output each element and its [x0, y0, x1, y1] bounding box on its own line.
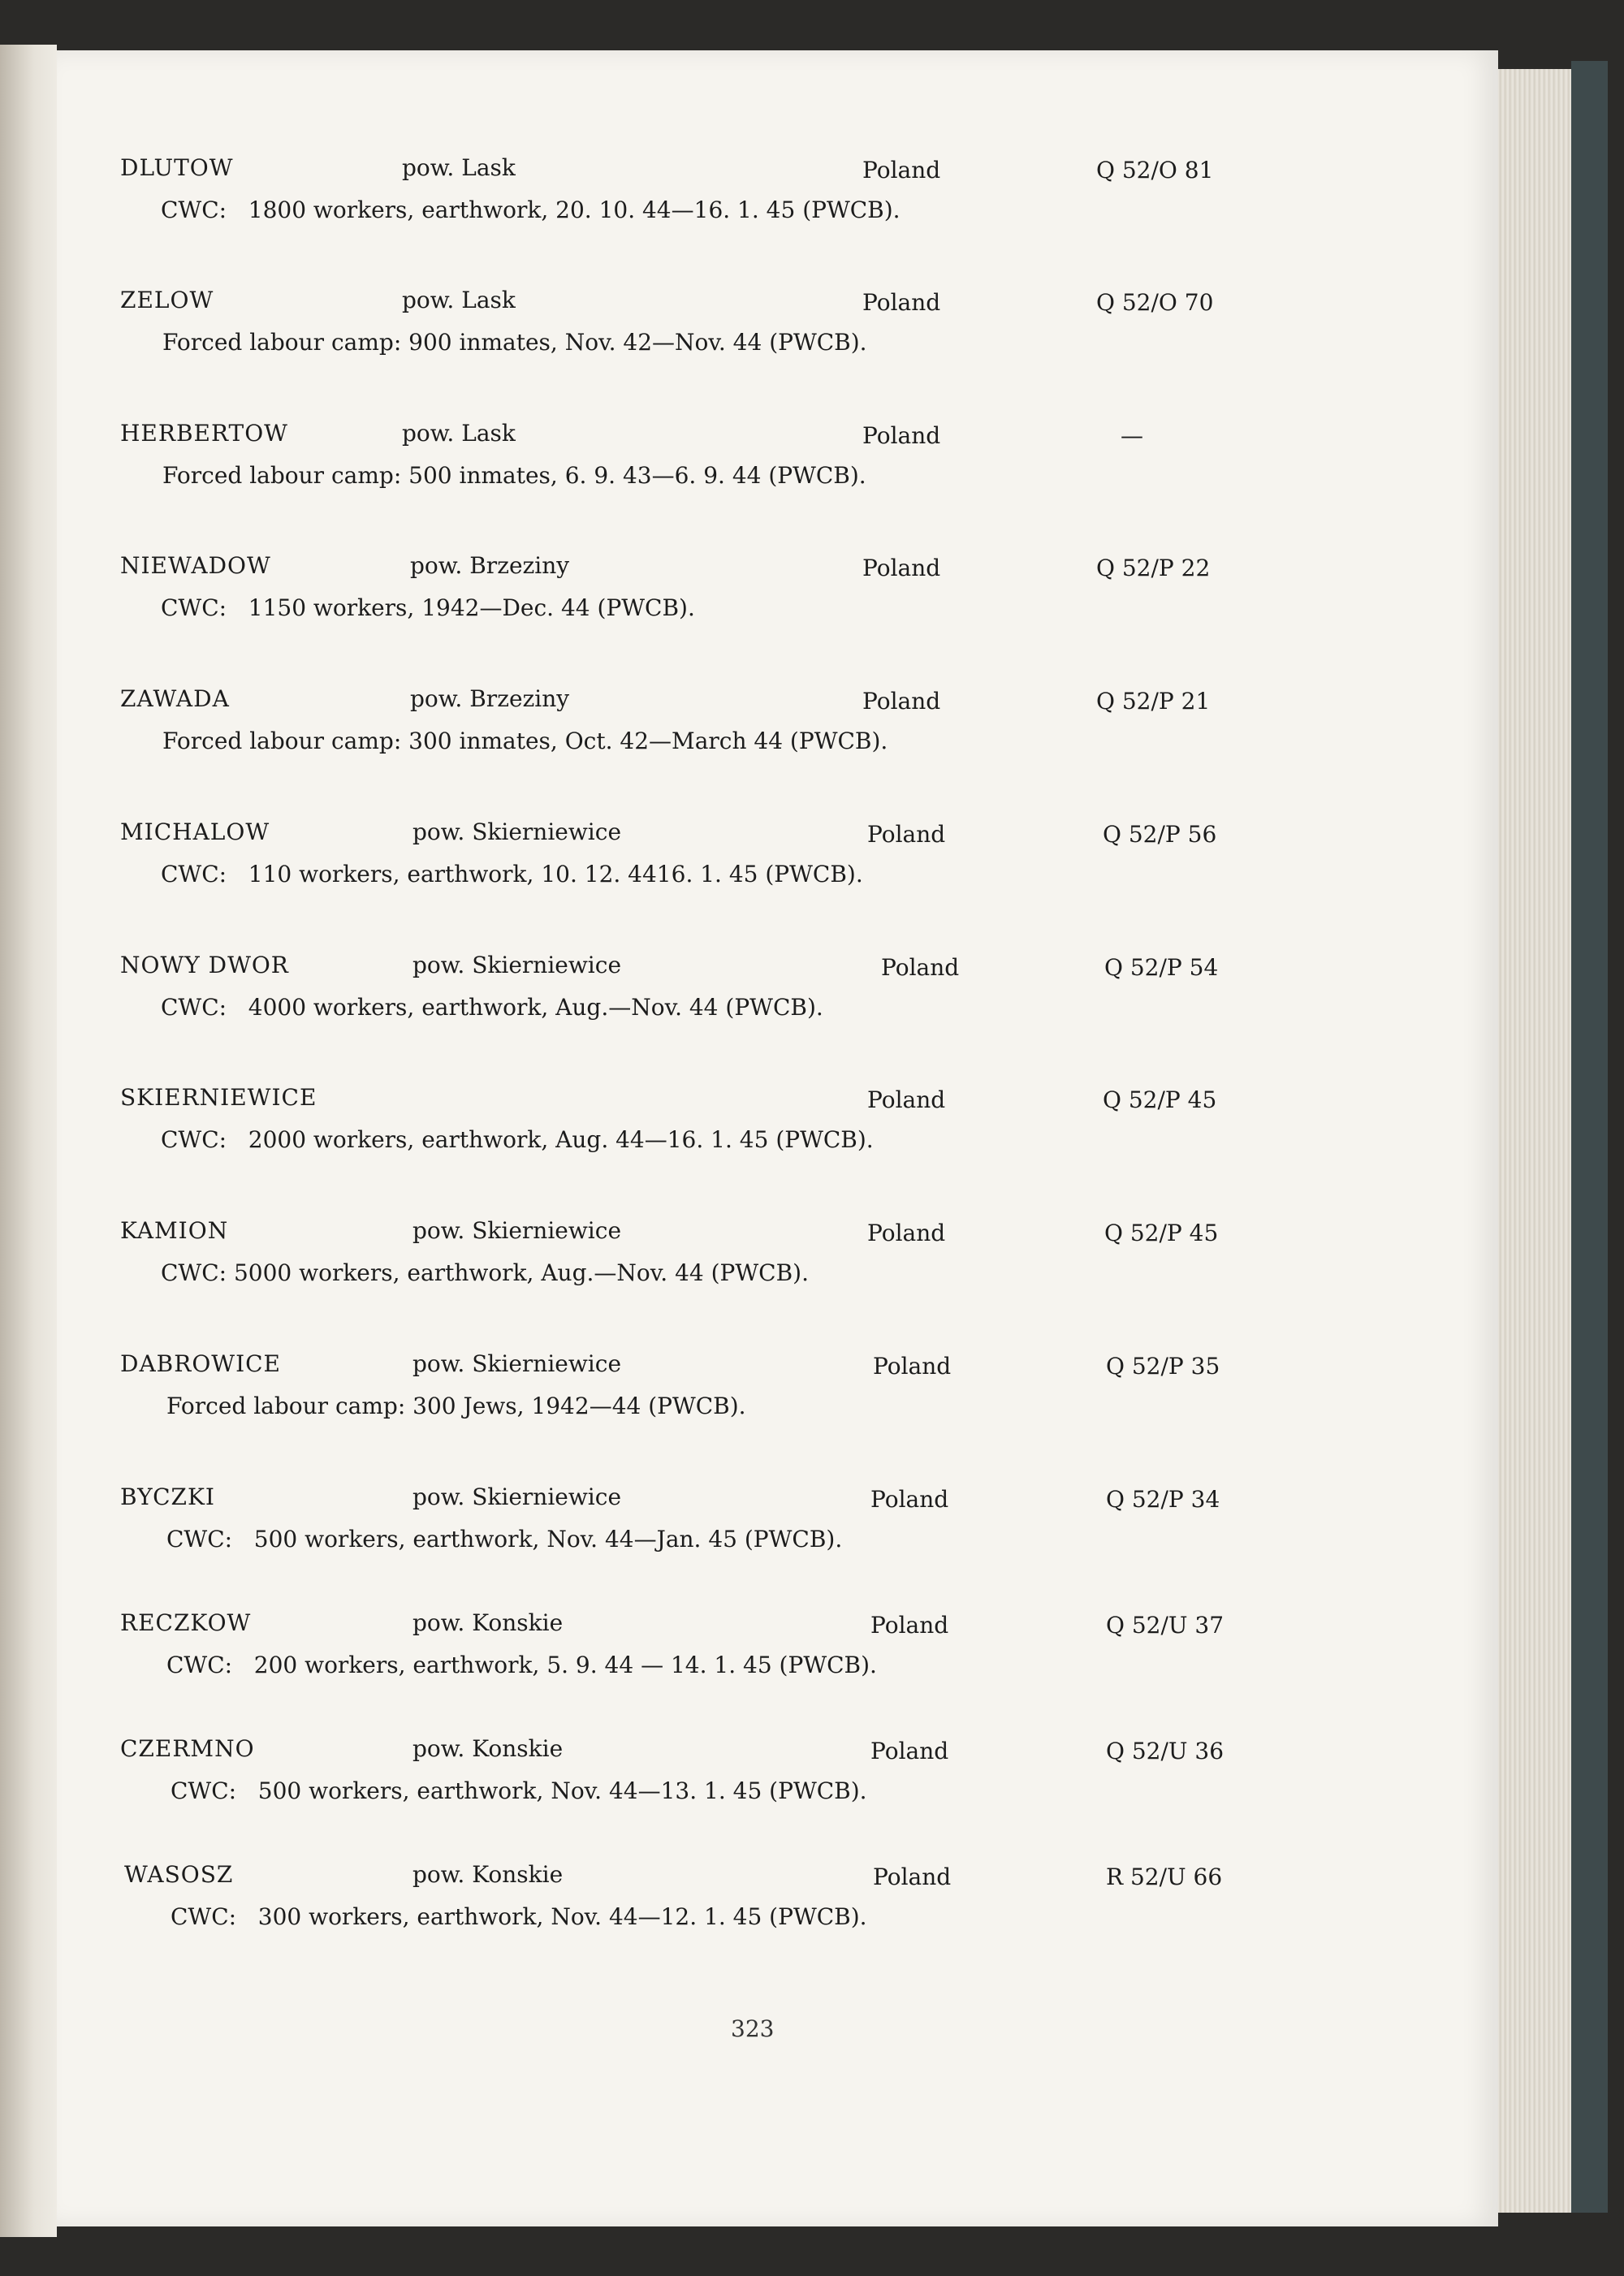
entry-map-ref: Q 52/P 56	[1103, 821, 1217, 848]
entry-map-ref: Q 52/U 37	[1106, 1612, 1224, 1639]
entry-details: 110 workers, earthwork, 10. 12. 4416. 1. 45 (PWCB).	[248, 861, 863, 888]
entry-dabrowice	[57, 1350, 1498, 1448]
entry-map-ref: Q 52/P 35	[1106, 1353, 1220, 1380]
entry-detail	[171, 1903, 867, 1930]
entry-district: pow. Skierniewice	[412, 818, 622, 845]
entry-label: CWC:	[166, 1526, 233, 1553]
entry-detail	[161, 1126, 874, 1153]
page-block-edge	[1496, 69, 1573, 2213]
entry-details: 500 workers, earthwork, Nov. 44—13. 1. 45 (PWCB).	[257, 1777, 867, 1804]
entry-details: 900 inmates, Nov. 42—Nov. 44 (PWCB).	[408, 329, 867, 356]
entry-district: pow. Skierniewice	[412, 1484, 622, 1510]
entry-place: SKIERNIEWICE	[120, 1084, 317, 1111]
entry-district: pow. Skierniewice	[412, 1350, 622, 1377]
entry-details: 4000 workers, earthwork, Aug.—Nov. 44 (PWCB).	[248, 994, 823, 1021]
entry-zawada	[57, 685, 1498, 783]
entry-country: Poland	[862, 289, 941, 316]
entry-district: pow. Brzeziny	[410, 685, 570, 712]
entry-details: 1800 workers, earthwork, 20. 10. 44—16. 1. 45 (PWCB).	[248, 197, 901, 223]
entry-country: Poland	[862, 555, 941, 581]
entry-country: Poland	[870, 1612, 949, 1639]
entry-map-ref: Q 52/P 45	[1104, 1220, 1219, 1246]
entry-place: DLUTOW	[120, 154, 234, 181]
entry-detail	[161, 994, 823, 1021]
entry-district: pow. Konskie	[412, 1609, 564, 1636]
entry-district: pow. Lask	[402, 420, 516, 447]
entry-country: Poland	[870, 1738, 949, 1764]
entry-country: Poland	[862, 422, 941, 449]
entry-detail	[161, 861, 863, 888]
entry-skierniewice	[57, 1084, 1498, 1181]
entry-country: Poland	[862, 157, 941, 184]
page-number: 323	[731, 2015, 775, 2042]
entry-district: pow. Lask	[402, 154, 516, 181]
entry-country: Poland	[870, 1486, 949, 1513]
entry-place: KAMION	[120, 1217, 229, 1244]
entry-detail	[166, 1526, 842, 1553]
entry-details: 500 workers, earthwork, Nov. 44—Jan. 45 (PWCB).	[253, 1526, 843, 1553]
entry-details: 1150 workers, 1942—Dec. 44 (PWCB).	[248, 594, 695, 621]
entry-map-ref: R 52/U 66	[1106, 1864, 1223, 1890]
entry-detail	[161, 197, 901, 223]
entry-detail	[162, 329, 867, 356]
entry-country: Poland	[881, 954, 960, 981]
entry-place: ZELOW	[120, 287, 214, 313]
entry-details: 500 inmates, 6. 9. 43—6. 9. 44 (PWCB).	[408, 462, 866, 489]
entry-czermno	[57, 1735, 1498, 1833]
entry-label: CWC:	[161, 994, 227, 1021]
entry-place: DABROWICE	[120, 1350, 281, 1377]
entry-label: CWC:	[171, 1903, 237, 1930]
entry-detail	[171, 1777, 867, 1804]
entry-map-ref: Q 52/P 34	[1106, 1486, 1220, 1513]
entry-michalow	[57, 818, 1498, 916]
entry-district: pow. Skierniewice	[412, 1217, 622, 1244]
entry-byczki	[57, 1484, 1498, 1581]
entry-map-ref: Q 52/P 54	[1104, 954, 1219, 981]
entry-place: ZAWADA	[120, 685, 230, 712]
entry-country: Poland	[873, 1864, 952, 1890]
entry-detail	[161, 1259, 809, 1286]
entry-label: CWC:	[171, 1777, 237, 1804]
entry-label: CWC:	[166, 1652, 233, 1678]
entry-country: Poland	[867, 1086, 946, 1113]
book-page	[57, 50, 1498, 2226]
entry-country: Poland	[867, 821, 946, 848]
entry-details: 200 workers, earthwork, 5. 9. 44 — 14. 1. 45 (PWCB).	[253, 1652, 877, 1678]
entry-place: NIEWADOW	[120, 552, 271, 579]
entry-nowy-dwor	[57, 952, 1498, 1049]
entry-map-ref: Q 52/P 22	[1096, 555, 1211, 581]
entry-place: MICHALOW	[120, 818, 270, 845]
entry-label: Forced labour camp:	[166, 1393, 406, 1419]
book-cover	[1571, 61, 1608, 2213]
entry-detail	[166, 1393, 746, 1419]
entry-dlutow	[57, 154, 1498, 252]
entry-label: CWC:	[161, 197, 227, 223]
entry-district: pow. Brzeziny	[410, 552, 570, 579]
entry-place: RECZKOW	[120, 1609, 252, 1636]
entry-details: 300 workers, earthwork, Nov. 44—12. 1. 45 (PWCB).	[257, 1903, 867, 1930]
entry-niewadow	[57, 552, 1498, 650]
entry-label: CWC:	[161, 1126, 227, 1153]
entry-reczkow	[57, 1609, 1498, 1707]
entry-details: 300 Jews, 1942—44 (PWCB).	[412, 1393, 746, 1419]
entry-details: 2000 workers, earthwork, Aug. 44—16. 1. 45 (PWCB).	[248, 1126, 874, 1153]
entry-district: pow. Skierniewice	[412, 952, 622, 978]
entry-place: HERBERTOW	[120, 420, 288, 447]
facing-page-edge	[0, 45, 57, 2237]
entry-wasosz	[57, 1861, 1498, 1959]
entry-detail	[161, 594, 695, 621]
entry-label: Forced labour camp:	[162, 329, 402, 356]
entry-map-ref: Q 52/P 21	[1096, 688, 1211, 715]
entry-place: NOWY DWOR	[120, 952, 289, 978]
entry-district: pow. Konskie	[412, 1861, 564, 1888]
entry-detail	[162, 728, 888, 754]
entry-label: CWC:	[161, 861, 227, 888]
entry-country: Poland	[867, 1220, 946, 1246]
entry-place: WASOSZ	[124, 1861, 234, 1888]
entry-detail	[166, 1652, 877, 1678]
entry-label: CWC:	[161, 594, 227, 621]
entry-place: CZERMNO	[120, 1735, 255, 1762]
entry-country: Poland	[862, 688, 941, 715]
entry-details: 300 inmates, Oct. 42—March 44 (PWCB).	[408, 728, 888, 754]
entry-map-ref: Q 52/O 70	[1096, 289, 1214, 316]
entry-detail	[162, 462, 866, 489]
entry-kamion	[57, 1217, 1498, 1315]
entry-label: Forced labour camp:	[162, 728, 402, 754]
entry-district: pow. Konskie	[412, 1735, 564, 1762]
entry-place: BYCZKI	[120, 1484, 215, 1510]
entry-details: 5000 workers, earthwork, Aug.—Nov. 44 (PWCB).	[233, 1259, 809, 1286]
entry-map-ref: Q 52/P 45	[1103, 1086, 1217, 1113]
entry-district: pow. Lask	[402, 287, 516, 313]
entry-country: Poland	[873, 1353, 952, 1380]
entry-map-ref: Q 52/U 36	[1106, 1738, 1224, 1764]
entry-zelow	[57, 287, 1498, 384]
entry-label: Forced labour camp:	[162, 462, 402, 489]
entry-label: CWC:	[161, 1259, 227, 1286]
entry-map-ref: Q 52/O 81	[1096, 157, 1214, 184]
entry-herbertow	[57, 420, 1498, 517]
entry-map-ref: —	[1121, 422, 1143, 449]
